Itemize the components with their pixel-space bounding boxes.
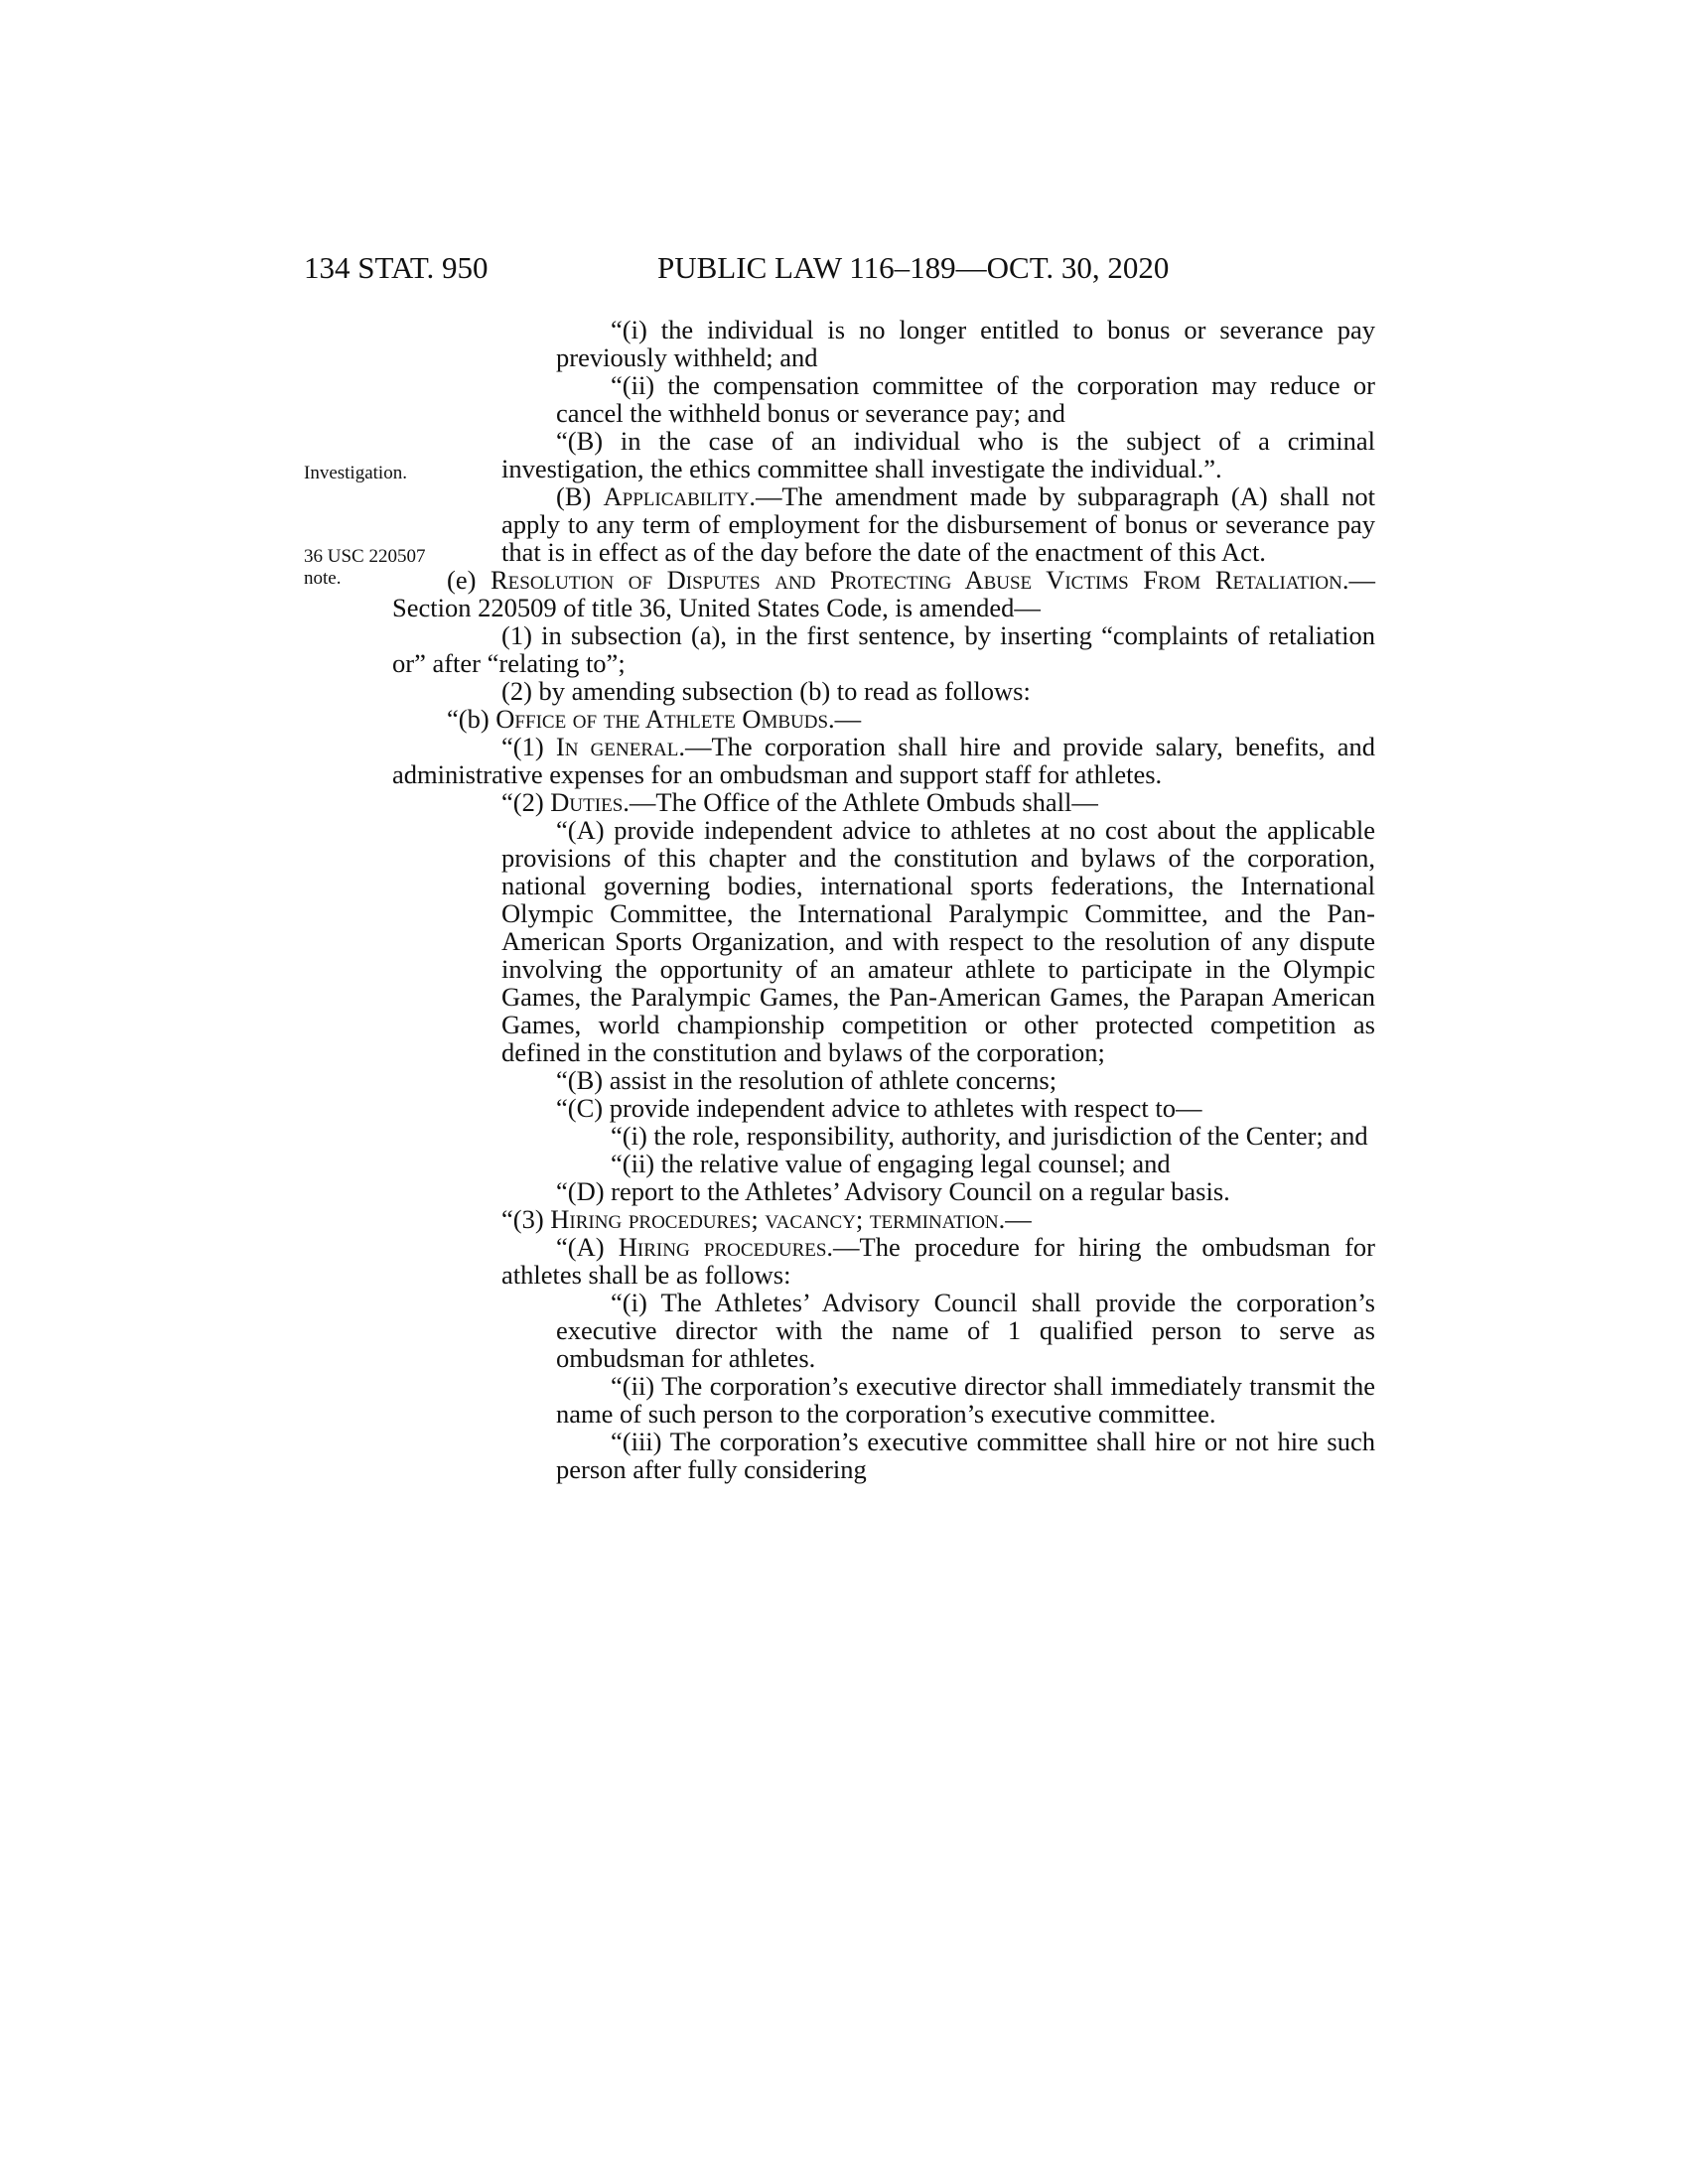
clause-i: “(i) the individual is no longer entitled to bonus or severance pay previously withheld; and — [556, 315, 1375, 372]
section-heading: Hiring procedures; vacancy; termination — [550, 1204, 999, 1234]
section-heading: Office of the Athlete Ombuds — [495, 704, 829, 734]
para-text: .—Section 220509 of title 36, United States Code, is amended— — [392, 565, 1376, 622]
para-text: .—The Office of the Athlete Ombuds shall— — [623, 787, 1098, 817]
duty-a: “(A) provide independent advice to athletes at no cost about the applicable provisions of this chapter and the constitution and bylaws of the corporation, national governing bodies, international sports federations, the International Olympic Committee, the International Paralympic Committee, and the Pan-American Sports Organization, and with respect to the resolution of any dispute involving the opportunity of an amateur athlete to participate in the Olympic Games, the Paralympic Games, the Pan-American Games, the Parapan American Games, world championship competition or other protected competition as defined in the constitution and bylaws of the corporation; — [501, 815, 1375, 1067]
document-body — [392, 315, 1376, 1484]
duty-c: “(C) provide independent advice to athletes with respect to— — [556, 1093, 1202, 1123]
margin-note-line: 36 USC 220507 — [304, 546, 426, 567]
para-text: .—The corporation shall hire and provide salary, benefits, and administrative expenses for an ombudsman and support staff for athletes. — [392, 732, 1375, 789]
amendment-2: (2) by amending subsection (b) to read as follows: — [501, 676, 1031, 706]
para-prefix: “(A) — [556, 1232, 619, 1262]
para-prefix: “(1) — [501, 732, 556, 761]
margin-note-line: note. — [304, 568, 342, 589]
section-heading: Hiring procedures — [618, 1232, 827, 1262]
para-prefix: “(3) — [501, 1204, 551, 1234]
para-prefix: (B) — [556, 481, 604, 511]
duty-c-i: “(i) the role, responsibility, authority, and jurisdiction of the Center; and — [611, 1121, 1368, 1151]
duty-b: “(B) assist in the resolution of athlete concerns; — [556, 1065, 1057, 1095]
subsection-b-heading — [392, 705, 1375, 733]
margin-note-investigation — [304, 463, 407, 484]
paragraph-3-heading — [392, 1205, 1375, 1233]
paragraph-2-duties — [392, 788, 1375, 816]
hiring-step-ii: “(ii) The corporation’s executive director shall immediately transmit the name of such person to the corporation’s executive committee. — [556, 1371, 1375, 1429]
clause-ii: “(ii) the compensation committee of the corporation may reduce or cancel the withheld bonus or severance pay; and — [556, 370, 1375, 428]
subsection-e — [392, 566, 1375, 621]
section-heading: Applicability — [603, 481, 750, 511]
hiring-procedures-a — [501, 1233, 1375, 1289]
para-prefix: “(2) — [501, 787, 551, 817]
page-reference: 134 STAT. 950 — [304, 250, 489, 285]
para-text: .—The amendment made by subparagraph (A) shall not apply to any term of employment for the disbursement of bonus or severance pay that is in effect as of the day before the date of the enactment of this Act. — [501, 481, 1375, 567]
clause-b-investigation: “(B) in the case of an individual who is the subject of a criminal investigation, the ethics committee shall investigate the individual.”. — [501, 426, 1375, 483]
para-text: .—The procedure for hiring the ombudsman for athletes shall be as follows: — [501, 1232, 1375, 1290]
page-title: PUBLIC LAW 116–189—OCT. 30, 2020 — [657, 250, 1170, 285]
duty-d: “(D) report to the Athletes’ Advisory Council on a regular basis. — [556, 1176, 1230, 1206]
hiring-step-iii: “(iii) The corporation’s executive committee shall hire or not hire such person after fully considering — [556, 1427, 1375, 1484]
section-heading: Duties — [550, 787, 624, 817]
clause-b-applicability — [501, 482, 1375, 566]
para-prefix: (e) — [447, 565, 491, 595]
section-heading: Resolution of Disputes and Protecting Abuse Victims From Retaliation — [490, 565, 1342, 595]
para-prefix: “(b) — [447, 704, 496, 734]
para-text: .— — [998, 1204, 1032, 1234]
amendment-1: (1) in subsection (a), in the first sentence, by inserting “complaints of retaliation or” after “relating to”; — [392, 620, 1375, 678]
hiring-step-i: “(i) The Athletes’ Advisory Council shall provide the corporation’s executive director with the name of 1 qualified person to serve as ombudsman for athletes. — [556, 1288, 1375, 1373]
paragraph-1-in-general — [392, 733, 1375, 788]
section-heading: In general — [555, 732, 679, 761]
duty-c-ii: “(ii) the relative value of engaging legal counsel; and — [611, 1149, 1171, 1178]
para-text: .— — [828, 704, 862, 734]
margin-note-text: Investigation. — [304, 463, 407, 483]
